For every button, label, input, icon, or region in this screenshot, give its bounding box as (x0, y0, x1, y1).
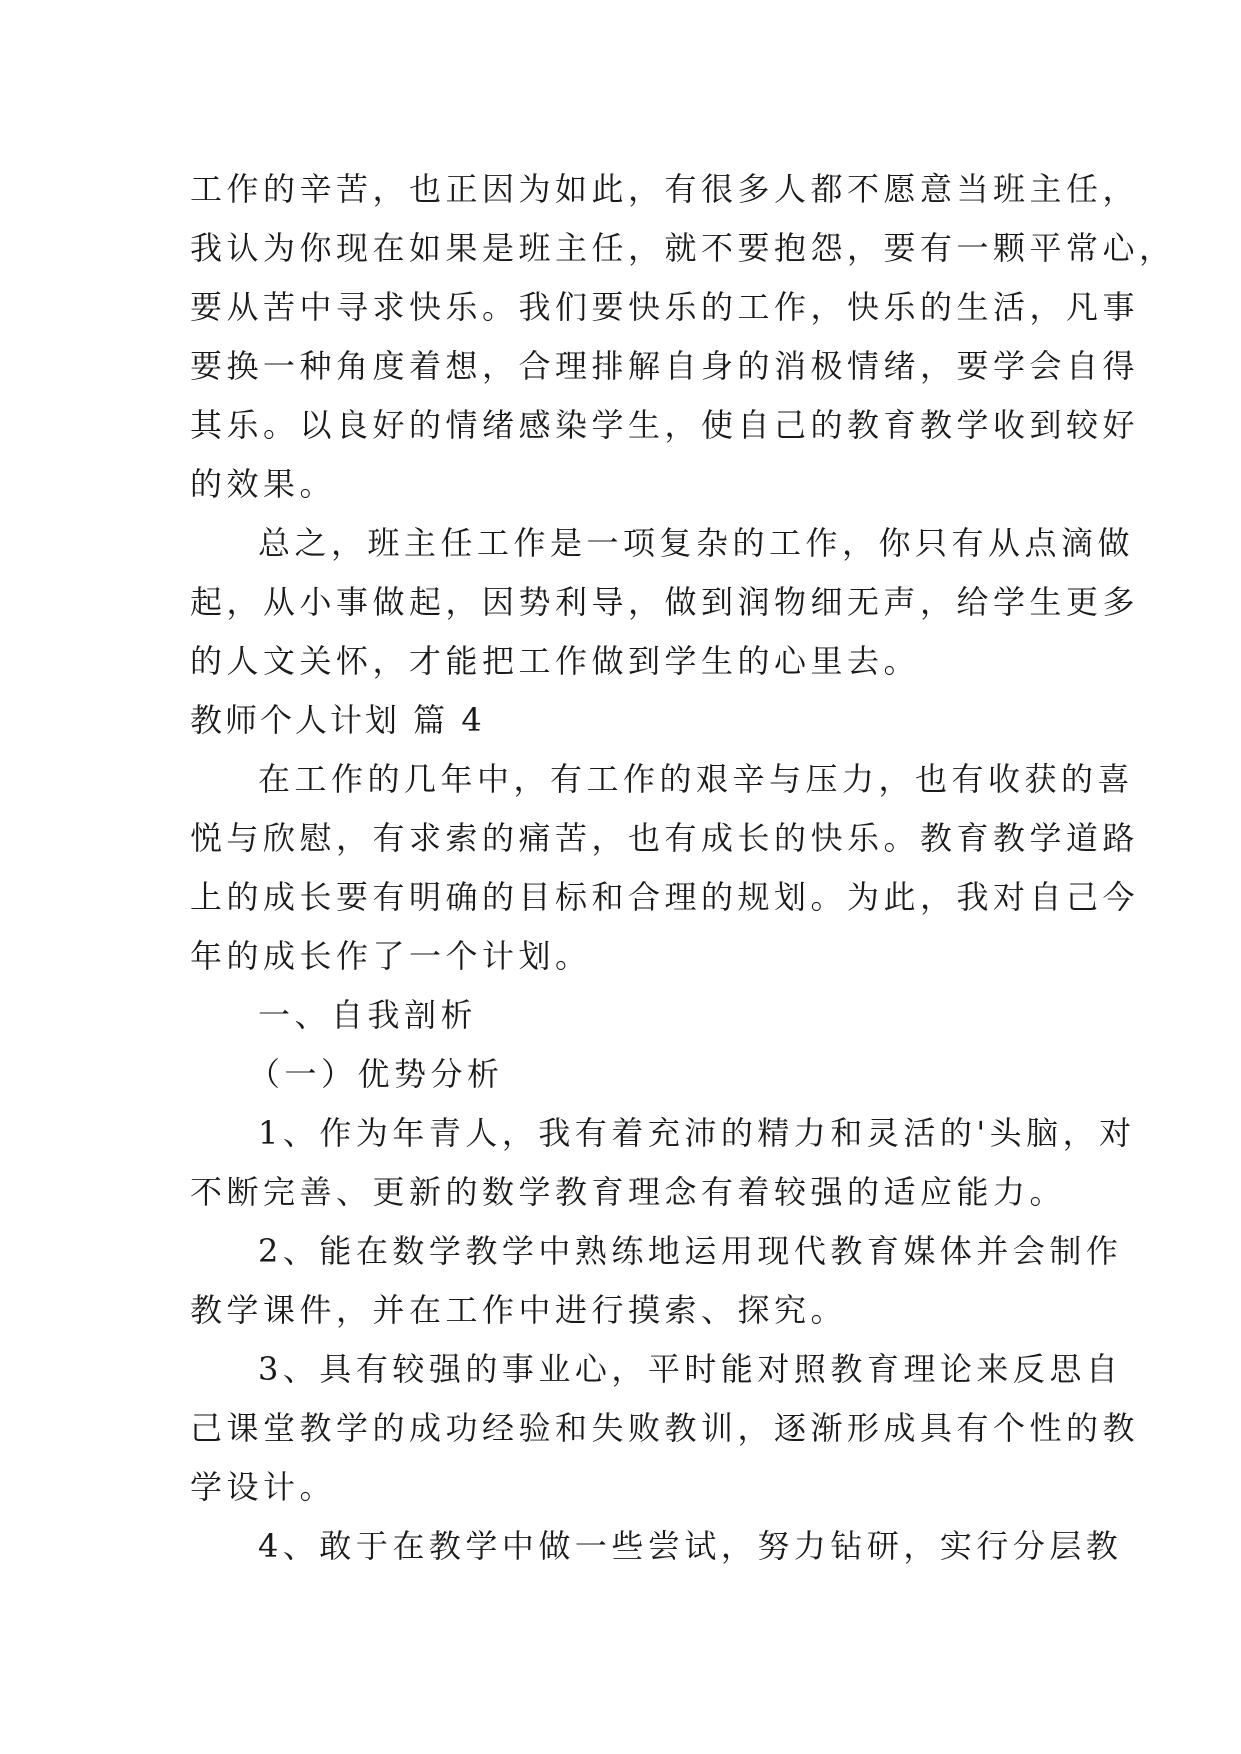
text-line: 教学课件，并在工作中进行摸索、探究。 (190, 1291, 848, 1329)
subsection-heading: （一）优势分析 (248, 1055, 504, 1093)
text-line: 要换一种角度着想，合理排解自身的消极情绪，要学会自得 (190, 347, 1140, 385)
text-line: 1、作为年青人，我有着充沛的精力和灵活的'头脑，对 (258, 1114, 1136, 1152)
text-line: 年的成长作了一个计划。 (190, 937, 592, 975)
subsection-heading: 一、自我剖析 (258, 996, 478, 1034)
text-line: 总之，班主任工作是一项复杂的工作，你只有从点滴做 (258, 524, 1135, 562)
text-line: 在工作的几年中，有工作的艰辛与压力，也有收获的喜 (258, 760, 1135, 798)
text-line: 己课堂教学的成功经验和失败教训，逐渐形成具有个性的教 (190, 1409, 1140, 1447)
text-line: 3、具有较强的事业心，平时能对照教育理论来反思自 (258, 1350, 1123, 1388)
text-line: 4、敢于在教学中做一些尝试，努力钻研，实行分层教 (258, 1527, 1123, 1565)
text-line: 学设计。 (190, 1468, 337, 1506)
text-line: 2、能在数学教学中熟练地运用现代教育媒体并会制作 (258, 1232, 1123, 1270)
text-line: 的人文关怀，才能把工作做到学生的心里去。 (190, 642, 921, 680)
text-line: 工作的辛苦，也正因为如此，有很多人都不愿意当班主任， (190, 170, 1140, 208)
text-line: 其乐。以良好的情绪感染学生，使自己的教育教学收到较好 (190, 406, 1140, 444)
section-heading: 教师个人计划 篇 4 (190, 701, 485, 739)
text-line: 要从苦中寻求快乐。我们要快乐的工作，快乐的生活，凡事 (190, 288, 1140, 326)
text-line: 不断完善、更新的数学教育理念有着较强的适应能力。 (190, 1173, 1067, 1211)
text-line: 悦与欣慰，有求索的痛苦，也有成长的快乐。教育教学道路 (190, 819, 1140, 857)
document-body (190, 160, 1176, 1576)
text-line: 上的成长要有明确的目标和合理的规划。为此，我对自己今 (190, 878, 1140, 916)
text-line: 我认为你现在如果是班主任，就不要抱怨，要有一颗平常心， (190, 229, 1176, 267)
text-line: 的效果。 (190, 465, 337, 503)
text-line: 起，从小事做起，因势利导，做到润物细无声，给学生更多 (190, 583, 1140, 621)
